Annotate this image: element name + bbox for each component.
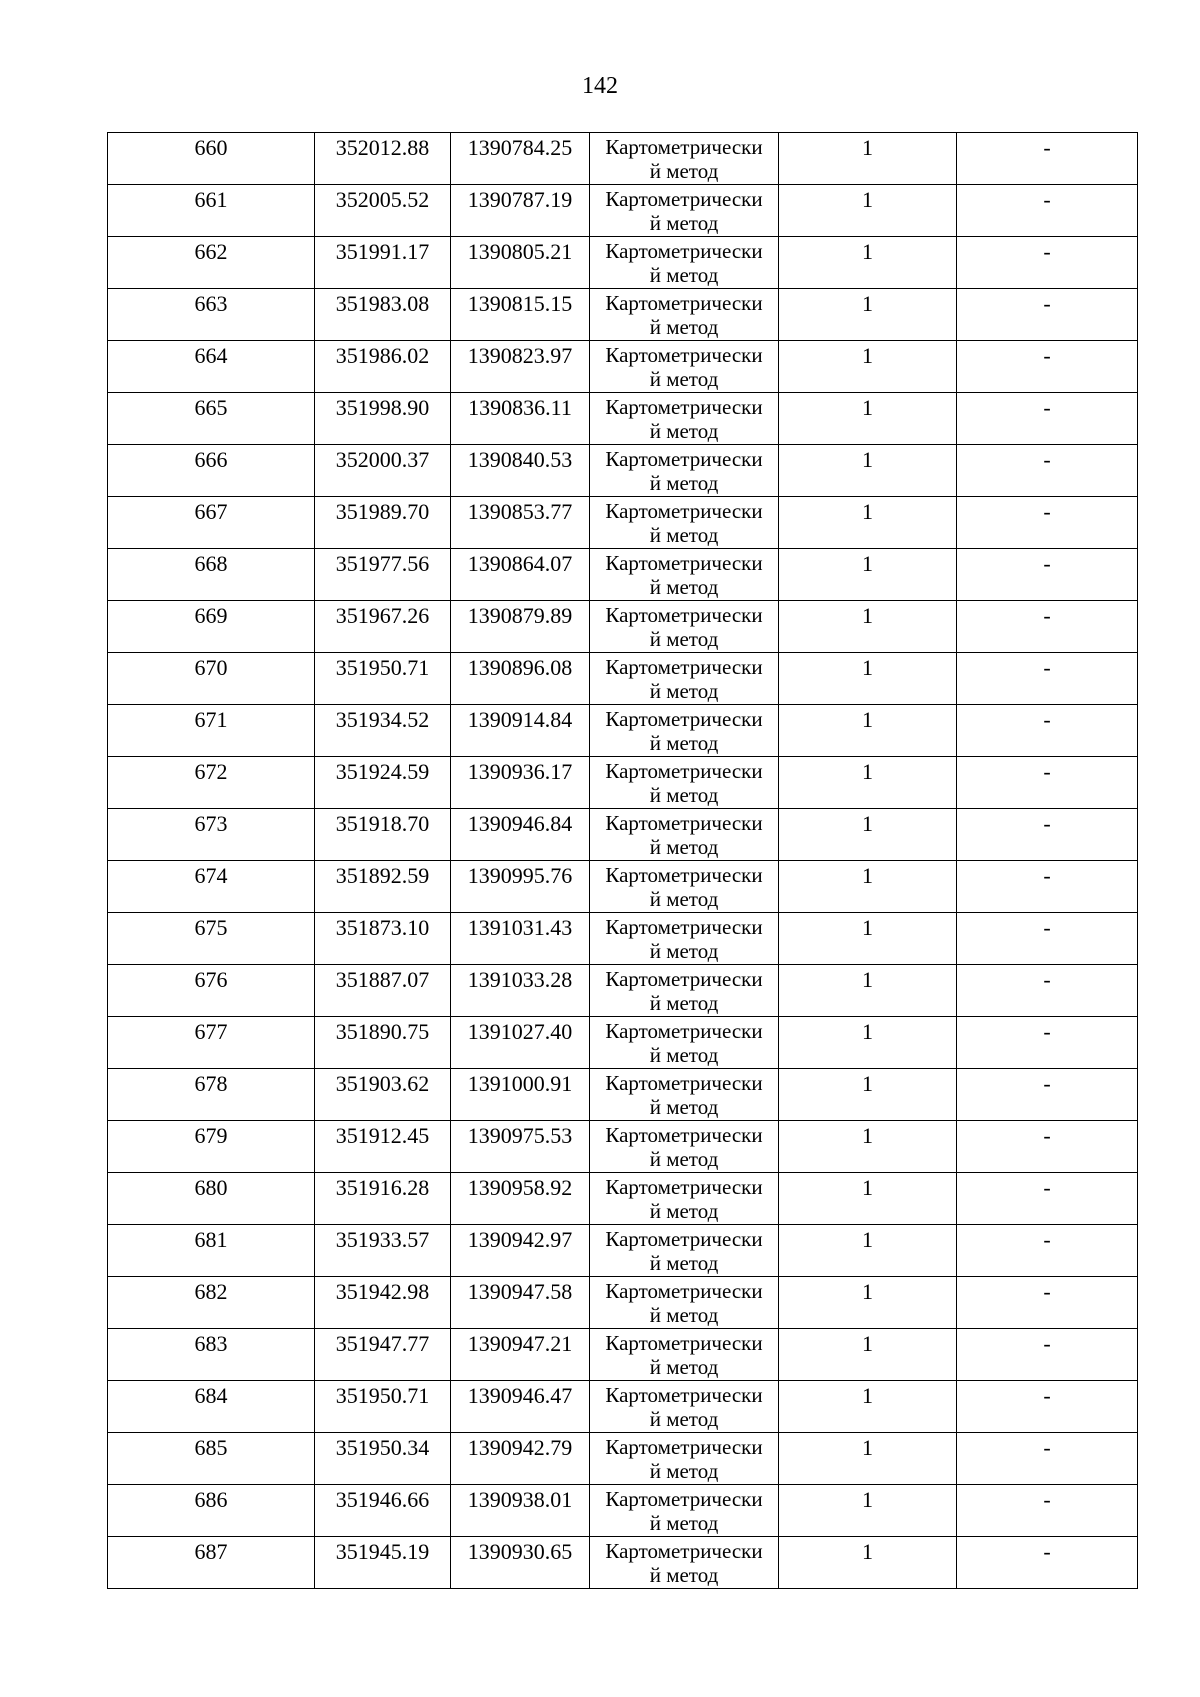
x-coordinate-cell: 351916.28 <box>315 1173 451 1225</box>
method-text-line-1: Картометрически <box>605 759 763 783</box>
note-cell: - <box>957 1485 1138 1537</box>
method-cell <box>590 289 779 341</box>
method-cell <box>590 185 779 237</box>
point-number-cell: 661 <box>108 185 315 237</box>
note-cell: - <box>957 133 1138 185</box>
method-text-line-1: Картометрически <box>605 1279 763 1303</box>
method-text-line-2: й метод <box>649 1563 719 1587</box>
method-cell <box>590 445 779 497</box>
x-coordinate-cell: 351945.19 <box>315 1537 451 1589</box>
y-coordinate-cell: 1391031.43 <box>451 913 590 965</box>
method-text-line-2: й метод <box>649 887 719 911</box>
table-row <box>108 237 1138 289</box>
note-cell: - <box>957 809 1138 861</box>
accuracy-cell: 1 <box>779 497 957 549</box>
method-text-line-2: й метод <box>649 1095 719 1119</box>
point-number-cell: 687 <box>108 1537 315 1589</box>
table-row <box>108 1329 1138 1381</box>
method-text-line-1: Картометрически <box>605 915 763 939</box>
note-cell: - <box>957 497 1138 549</box>
method-cell <box>590 1017 779 1069</box>
accuracy-cell: 1 <box>779 1381 957 1433</box>
table-row <box>108 185 1138 237</box>
method-cell <box>590 705 779 757</box>
x-coordinate-cell: 352005.52 <box>315 185 451 237</box>
y-coordinate-cell: 1391027.40 <box>451 1017 590 1069</box>
table-row <box>108 757 1138 809</box>
note-cell: - <box>957 341 1138 393</box>
method-cell <box>590 497 779 549</box>
accuracy-cell: 1 <box>779 1225 957 1277</box>
point-number-cell: 680 <box>108 1173 315 1225</box>
method-cell <box>590 1381 779 1433</box>
point-number-cell: 669 <box>108 601 315 653</box>
point-number-cell: 681 <box>108 1225 315 1277</box>
table-row <box>108 705 1138 757</box>
x-coordinate-cell: 351892.59 <box>315 861 451 913</box>
table-row <box>108 601 1138 653</box>
method-text-line-1: Картометрически <box>605 1487 763 1511</box>
x-coordinate-cell: 351989.70 <box>315 497 451 549</box>
note-cell: - <box>957 705 1138 757</box>
x-coordinate-cell: 351924.59 <box>315 757 451 809</box>
x-coordinate-cell: 351967.26 <box>315 601 451 653</box>
method-cell <box>590 601 779 653</box>
point-number-cell: 662 <box>108 237 315 289</box>
x-coordinate-cell: 352012.88 <box>315 133 451 185</box>
x-coordinate-cell: 351950.71 <box>315 653 451 705</box>
method-text-line-1: Картометрически <box>605 239 763 263</box>
x-coordinate-cell: 351986.02 <box>315 341 451 393</box>
method-text-line-2: й метод <box>649 1303 719 1327</box>
y-coordinate-cell: 1391000.91 <box>451 1069 590 1121</box>
method-text-line-2: й метод <box>649 1407 719 1431</box>
note-cell: - <box>957 185 1138 237</box>
method-text-line-2: й метод <box>649 367 719 391</box>
point-number-cell: 684 <box>108 1381 315 1433</box>
y-coordinate-cell: 1390823.97 <box>451 341 590 393</box>
note-cell: - <box>957 965 1138 1017</box>
y-coordinate-cell: 1390958.92 <box>451 1173 590 1225</box>
method-cell <box>590 1173 779 1225</box>
y-coordinate-cell: 1390942.97 <box>451 1225 590 1277</box>
x-coordinate-cell: 351934.52 <box>315 705 451 757</box>
table-row <box>108 1017 1138 1069</box>
note-cell: - <box>957 1433 1138 1485</box>
accuracy-cell: 1 <box>779 965 957 1017</box>
method-text-line-2: й метод <box>649 1459 719 1483</box>
y-coordinate-cell: 1390975.53 <box>451 1121 590 1173</box>
y-coordinate-cell: 1390864.07 <box>451 549 590 601</box>
y-coordinate-cell: 1390947.58 <box>451 1277 590 1329</box>
coordinates-table <box>107 132 1138 1589</box>
method-cell <box>590 1069 779 1121</box>
method-text-line-2: й метод <box>649 731 719 755</box>
note-cell: - <box>957 757 1138 809</box>
method-cell <box>590 1433 779 1485</box>
method-text-line-2: й метод <box>649 1147 719 1171</box>
accuracy-cell: 1 <box>779 1277 957 1329</box>
table-row <box>108 1173 1138 1225</box>
method-text-line-1: Картометрически <box>605 1227 763 1251</box>
x-coordinate-cell: 351983.08 <box>315 289 451 341</box>
table-row <box>108 549 1138 601</box>
accuracy-cell: 1 <box>779 705 957 757</box>
method-cell <box>590 1277 779 1329</box>
table-row <box>108 913 1138 965</box>
accuracy-cell: 1 <box>779 1537 957 1589</box>
y-coordinate-cell: 1390787.19 <box>451 185 590 237</box>
method-text-line-1: Картометрически <box>605 447 763 471</box>
method-text-line-1: Картометрически <box>605 863 763 887</box>
method-text-line-2: й метод <box>649 263 719 287</box>
note-cell: - <box>957 1277 1138 1329</box>
method-text-line-1: Картометрически <box>605 1539 763 1563</box>
y-coordinate-cell: 1390879.89 <box>451 601 590 653</box>
point-number-cell: 683 <box>108 1329 315 1381</box>
y-coordinate-cell: 1390853.77 <box>451 497 590 549</box>
x-coordinate-cell: 351873.10 <box>315 913 451 965</box>
point-number-cell: 672 <box>108 757 315 809</box>
note-cell: - <box>957 1017 1138 1069</box>
method-text-line-1: Картометрически <box>605 1435 763 1459</box>
method-text-line-2: й метод <box>649 991 719 1015</box>
y-coordinate-cell: 1390896.08 <box>451 653 590 705</box>
point-number-cell: 660 <box>108 133 315 185</box>
method-text-line-2: й метод <box>649 835 719 859</box>
note-cell: - <box>957 549 1138 601</box>
table-row <box>108 341 1138 393</box>
accuracy-cell: 1 <box>779 861 957 913</box>
y-coordinate-cell: 1390914.84 <box>451 705 590 757</box>
x-coordinate-cell: 351918.70 <box>315 809 451 861</box>
accuracy-cell: 1 <box>779 393 957 445</box>
method-text-line-2: й метод <box>649 939 719 963</box>
point-number-cell: 664 <box>108 341 315 393</box>
point-number-cell: 673 <box>108 809 315 861</box>
table-row <box>108 809 1138 861</box>
method-text-line-2: й метод <box>649 315 719 339</box>
method-text-line-1: Картометрически <box>605 603 763 627</box>
accuracy-cell: 1 <box>779 757 957 809</box>
note-cell: - <box>957 237 1138 289</box>
table-row <box>108 497 1138 549</box>
table-row <box>108 653 1138 705</box>
method-text-line-2: й метод <box>649 627 719 651</box>
point-number-cell: 676 <box>108 965 315 1017</box>
accuracy-cell: 1 <box>779 653 957 705</box>
method-text-line-1: Картометрически <box>605 655 763 679</box>
method-cell <box>590 809 779 861</box>
y-coordinate-cell: 1390836.11 <box>451 393 590 445</box>
note-cell: - <box>957 1173 1138 1225</box>
method-cell <box>590 861 779 913</box>
method-text-line-1: Картометрически <box>605 135 763 159</box>
method-cell <box>590 1121 779 1173</box>
x-coordinate-cell: 351950.34 <box>315 1433 451 1485</box>
method-text-line-1: Картометрически <box>605 291 763 315</box>
method-text-line-2: й метод <box>649 1511 719 1535</box>
accuracy-cell: 1 <box>779 549 957 601</box>
y-coordinate-cell: 1390805.21 <box>451 237 590 289</box>
y-coordinate-cell: 1390938.01 <box>451 1485 590 1537</box>
note-cell: - <box>957 1225 1138 1277</box>
method-text-line-1: Картометрически <box>605 1383 763 1407</box>
note-cell: - <box>957 445 1138 497</box>
x-coordinate-cell: 351977.56 <box>315 549 451 601</box>
method-text-line-1: Картометрически <box>605 707 763 731</box>
table-row <box>108 445 1138 497</box>
accuracy-cell: 1 <box>779 1017 957 1069</box>
y-coordinate-cell: 1390784.25 <box>451 133 590 185</box>
note-cell: - <box>957 653 1138 705</box>
method-text-line-1: Картометрически <box>605 395 763 419</box>
method-cell <box>590 965 779 1017</box>
x-coordinate-cell: 351942.98 <box>315 1277 451 1329</box>
page-number: 142 <box>582 73 618 99</box>
method-text-line-2: й метод <box>649 1043 719 1067</box>
table-row <box>108 1381 1138 1433</box>
accuracy-cell: 1 <box>779 341 957 393</box>
method-text-line-2: й метод <box>649 523 719 547</box>
method-cell <box>590 1537 779 1589</box>
y-coordinate-cell: 1390936.17 <box>451 757 590 809</box>
table-row <box>108 1277 1138 1329</box>
method-text-line-2: й метод <box>649 1251 719 1275</box>
table-row <box>108 861 1138 913</box>
note-cell: - <box>957 1329 1138 1381</box>
table-row <box>108 1225 1138 1277</box>
accuracy-cell: 1 <box>779 237 957 289</box>
note-cell: - <box>957 1537 1138 1589</box>
note-cell: - <box>957 393 1138 445</box>
point-number-cell: 671 <box>108 705 315 757</box>
note-cell: - <box>957 289 1138 341</box>
method-text-line-2: й метод <box>649 471 719 495</box>
method-text-line-2: й метод <box>649 159 719 183</box>
point-number-cell: 668 <box>108 549 315 601</box>
accuracy-cell: 1 <box>779 445 957 497</box>
point-number-cell: 675 <box>108 913 315 965</box>
x-coordinate-cell: 351933.57 <box>315 1225 451 1277</box>
note-cell: - <box>957 913 1138 965</box>
method-text-line-2: й метод <box>649 1199 719 1223</box>
note-cell: - <box>957 861 1138 913</box>
y-coordinate-cell: 1390947.21 <box>451 1329 590 1381</box>
note-cell: - <box>957 1381 1138 1433</box>
method-cell <box>590 133 779 185</box>
x-coordinate-cell: 351950.71 <box>315 1381 451 1433</box>
method-text-line-2: й метод <box>649 419 719 443</box>
method-cell <box>590 1485 779 1537</box>
method-text-line-1: Картометрически <box>605 1123 763 1147</box>
accuracy-cell: 1 <box>779 1069 957 1121</box>
method-cell <box>590 1225 779 1277</box>
accuracy-cell: 1 <box>779 1329 957 1381</box>
accuracy-cell: 1 <box>779 809 957 861</box>
table-row <box>108 965 1138 1017</box>
note-cell: - <box>957 1069 1138 1121</box>
method-text-line-1: Картометрически <box>605 967 763 991</box>
method-text-line-1: Картометрически <box>605 343 763 367</box>
note-cell: - <box>957 601 1138 653</box>
x-coordinate-cell: 352000.37 <box>315 445 451 497</box>
x-coordinate-cell: 351946.66 <box>315 1485 451 1537</box>
method-cell <box>590 549 779 601</box>
point-number-cell: 682 <box>108 1277 315 1329</box>
y-coordinate-cell: 1390840.53 <box>451 445 590 497</box>
method-text-line-1: Картометрически <box>605 1019 763 1043</box>
method-cell <box>590 653 779 705</box>
y-coordinate-cell: 1391033.28 <box>451 965 590 1017</box>
x-coordinate-cell: 351991.17 <box>315 237 451 289</box>
y-coordinate-cell: 1390930.65 <box>451 1537 590 1589</box>
note-cell: - <box>957 1121 1138 1173</box>
point-number-cell: 667 <box>108 497 315 549</box>
method-text-line-2: й метод <box>649 575 719 599</box>
table-row <box>108 1433 1138 1485</box>
x-coordinate-cell: 351947.77 <box>315 1329 451 1381</box>
accuracy-cell: 1 <box>779 1173 957 1225</box>
method-cell <box>590 1329 779 1381</box>
table-row <box>108 1485 1138 1537</box>
accuracy-cell: 1 <box>779 913 957 965</box>
method-cell <box>590 237 779 289</box>
method-cell <box>590 913 779 965</box>
y-coordinate-cell: 1390946.47 <box>451 1381 590 1433</box>
point-number-cell: 663 <box>108 289 315 341</box>
method-text-line-1: Картометрически <box>605 551 763 575</box>
point-number-cell: 670 <box>108 653 315 705</box>
point-number-cell: 679 <box>108 1121 315 1173</box>
method-text-line-2: й метод <box>649 211 719 235</box>
method-text-line-2: й метод <box>649 1355 719 1379</box>
y-coordinate-cell: 1390942.79 <box>451 1433 590 1485</box>
point-number-cell: 674 <box>108 861 315 913</box>
x-coordinate-cell: 351903.62 <box>315 1069 451 1121</box>
method-text-line-2: й метод <box>649 783 719 807</box>
table-row <box>108 1069 1138 1121</box>
accuracy-cell: 1 <box>779 289 957 341</box>
point-number-cell: 666 <box>108 445 315 497</box>
point-number-cell: 678 <box>108 1069 315 1121</box>
point-number-cell: 686 <box>108 1485 315 1537</box>
method-cell <box>590 393 779 445</box>
x-coordinate-cell: 351998.90 <box>315 393 451 445</box>
accuracy-cell: 1 <box>779 1121 957 1173</box>
method-text-line-2: й метод <box>649 679 719 703</box>
accuracy-cell: 1 <box>779 601 957 653</box>
y-coordinate-cell: 1390995.76 <box>451 861 590 913</box>
accuracy-cell: 1 <box>779 1485 957 1537</box>
y-coordinate-cell: 1390946.84 <box>451 809 590 861</box>
coordinates-table-body <box>108 133 1138 1589</box>
x-coordinate-cell: 351912.45 <box>315 1121 451 1173</box>
method-text-line-1: Картометрически <box>605 187 763 211</box>
point-number-cell: 677 <box>108 1017 315 1069</box>
method-text-line-1: Картометрически <box>605 811 763 835</box>
accuracy-cell: 1 <box>779 185 957 237</box>
point-number-cell: 665 <box>108 393 315 445</box>
accuracy-cell: 1 <box>779 1433 957 1485</box>
table-row <box>108 133 1138 185</box>
method-text-line-1: Картометрически <box>605 499 763 523</box>
y-coordinate-cell: 1390815.15 <box>451 289 590 341</box>
x-coordinate-cell: 351890.75 <box>315 1017 451 1069</box>
table-row <box>108 393 1138 445</box>
point-number-cell: 685 <box>108 1433 315 1485</box>
method-cell <box>590 341 779 393</box>
table-row <box>108 289 1138 341</box>
method-text-line-1: Картометрически <box>605 1331 763 1355</box>
method-cell <box>590 757 779 809</box>
table-row <box>108 1537 1138 1589</box>
method-text-line-1: Картометрически <box>605 1175 763 1199</box>
table-row <box>108 1121 1138 1173</box>
x-coordinate-cell: 351887.07 <box>315 965 451 1017</box>
method-text-line-1: Картометрически <box>605 1071 763 1095</box>
accuracy-cell: 1 <box>779 133 957 185</box>
